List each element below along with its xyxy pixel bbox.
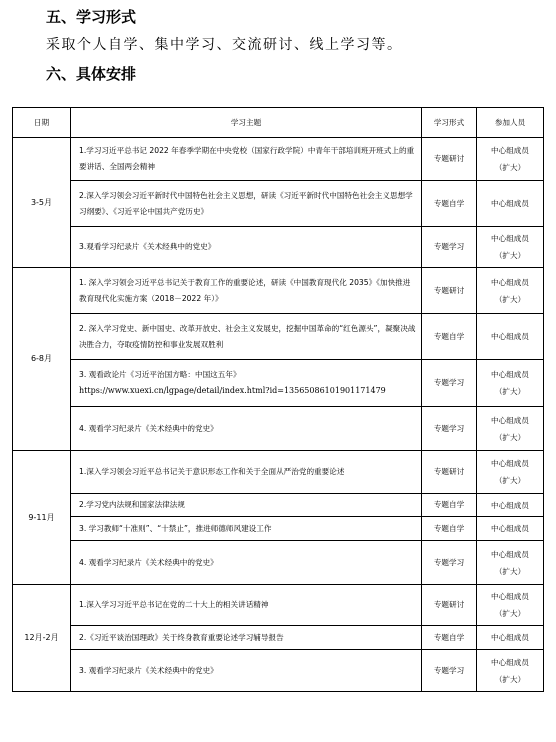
table-row (13, 138, 544, 181)
participants-cell (477, 407, 544, 451)
form-cell: 专题自学 (422, 494, 477, 517)
topic-cell (71, 407, 422, 451)
table-row (13, 585, 544, 626)
form-cell: 专题学习 (422, 360, 477, 407)
table-row (13, 626, 544, 650)
form-cell: 专题研讨 (422, 451, 477, 494)
participants-label: 中心组成员 (491, 549, 529, 559)
topic-text: 1.深入学习领会习近平总书记关于意识形态工作和关于全面从严治党的重要论述 (79, 467, 345, 476)
topic-text: 1. 深入学习领会习近平总书记关于教育工作的重要论述，研读《中国教育现代化 2035》《加快推进教育现代化实施方案（2018－2022 年）》 (79, 277, 411, 303)
participants-label: 中心组成员 (491, 370, 529, 379)
form-cell: 专题学习 (422, 541, 477, 585)
table-row (13, 407, 544, 451)
header-date: 日期 (13, 108, 71, 138)
participants-label: 中心组成员 (491, 146, 529, 155)
topic-text: 3. 观看学习纪录片《关术经典中的党史》 (79, 665, 218, 675)
date-cell: 6-8月 (13, 268, 71, 451)
table-row (13, 360, 544, 407)
participants-extended-label: （扩大） (494, 674, 526, 684)
form-cell: 专题研讨 (422, 585, 477, 626)
topic-cell (71, 541, 422, 585)
section-5-text: 采取个人自学、集中学习、交流研讨、线上学习等。 (46, 37, 403, 53)
form-cell: 专题研讨 (422, 268, 477, 314)
topic-text: 1.学习习近平总书记 2022 年春季学期在中央党校（国家行政学院）中青年干部培训班开班式上的重要讲话、全国两会精神 (79, 146, 415, 171)
participants-cell (477, 360, 544, 407)
date-cell: 3-5月 (13, 138, 71, 268)
header-form: 学习形式 (422, 108, 477, 138)
topic-cell (71, 626, 422, 650)
participants-extended-label: （扩大） (494, 566, 526, 576)
form-cell: 专题学习 (422, 650, 477, 692)
form-cell: 专题自学 (422, 517, 477, 541)
participants-extended-label: （扩大） (494, 609, 526, 618)
topic-cell (71, 181, 422, 227)
header-topic: 学习主题 (71, 108, 422, 138)
participants-label: 中心组成员 (491, 459, 529, 468)
topic-text: 1.深入学习习近平总书记在党的二十大上的相关讲话精神 (79, 600, 269, 609)
video-link[interactable]: https://www.xuexi.cn/lgpage/detail/index.html?id=13565086101901171479 (79, 386, 386, 395)
topic-text: 3. 观看政论片《习近平治国方略：中国这五年》 (79, 370, 241, 379)
schedule-table (12, 107, 544, 692)
topic-text: 4. 观看学习纪录片《关术经典中的党史》 (79, 423, 218, 433)
participants-cell (477, 314, 544, 360)
table-row (13, 517, 544, 541)
participants-label: 中心组成员 (491, 524, 529, 533)
participants-extended-label: （扩大） (494, 294, 526, 304)
form-cell: 专题学习 (422, 407, 477, 451)
header-participants: 参加人员 (477, 108, 544, 138)
section-5-title: 五、学习形式 (46, 8, 137, 26)
participants-label: 中心组成员 (491, 592, 529, 601)
table-row (13, 494, 544, 517)
participants-cell (477, 517, 544, 541)
topic-cell (71, 138, 422, 181)
topic-cell (71, 268, 422, 314)
participants-label: 中心组成员 (491, 500, 529, 510)
topic-text: 3.观看学习纪录片《关术经典中的党史》 (79, 242, 216, 251)
topic-text: 2.深入学习领会习近平新时代中国特色社会主义思想，研读《习近平新时代中国特色社会主义思想学习纲要》、《习近平论中国共产党历史》 (79, 190, 413, 216)
form-cell: 专题自学 (422, 181, 477, 227)
table-body (13, 138, 544, 692)
participants-cell (477, 650, 544, 692)
participants-cell (477, 268, 544, 314)
table-row (13, 650, 544, 692)
participants-cell (477, 626, 544, 650)
table-row (13, 314, 544, 360)
topic-text: 3. 学习教师“十准则”、“十禁止”，推进师德师风建设工作 (79, 523, 272, 533)
participants-cell (477, 181, 544, 227)
topic-cell (71, 585, 422, 626)
topic-text: 2. 深入学习党史、新中国史、改革开放史、社会主义发展史，挖掘中国革命的“红色源头”，凝聚决战决胜合力，夺取疫情防控和事业发展双胜利 (79, 323, 416, 349)
table-row (13, 181, 544, 227)
table-row (13, 541, 544, 585)
date-cell: 12月-2月 (13, 585, 71, 692)
topic-text: 4. 观看学习纪录片《关术经典中的党史》 (79, 557, 218, 567)
participants-cell (477, 585, 544, 626)
topic-text: 2.《习近平谈治国理政》关于终身教育重要论述学习辅导报告 (79, 632, 284, 642)
topic-text: 2.学习党内法规和国家法律法规 (79, 500, 185, 509)
participants-label: 中心组成员 (491, 657, 529, 667)
participants-label: 中心组成员 (491, 277, 529, 287)
participants-cell (477, 541, 544, 585)
participants-label: 中心组成员 (491, 332, 529, 341)
participants-cell (477, 451, 544, 494)
participants-cell (477, 138, 544, 181)
table-row (13, 268, 544, 314)
participants-label: 中心组成员 (491, 415, 529, 425)
participants-extended-label: （扩大） (494, 476, 526, 485)
topic-cell (71, 451, 422, 494)
participants-extended-label: （扩大） (494, 432, 526, 442)
form-cell: 专题研讨 (422, 138, 477, 181)
section-6-title: 六、具体安排 (46, 65, 137, 83)
topic-cell (71, 517, 422, 541)
participants-extended-label: （扩大） (494, 163, 526, 172)
participants-extended-label: （扩大） (494, 387, 526, 396)
participants-cell (477, 494, 544, 517)
topic-cell (71, 360, 422, 407)
participants-cell (477, 227, 544, 268)
participants-label: 中心组成员 (491, 234, 529, 243)
topic-cell (71, 650, 422, 692)
topic-cell (71, 494, 422, 517)
form-cell: 专题学习 (422, 227, 477, 268)
form-cell: 专题自学 (422, 626, 477, 650)
topic-cell (71, 314, 422, 360)
table-row (13, 227, 544, 268)
form-cell: 专题自学 (422, 314, 477, 360)
participants-extended-label: （扩大） (494, 251, 526, 260)
participants-label: 中心组成员 (491, 199, 529, 208)
date-cell: 9-11月 (13, 451, 71, 585)
table-header-row (13, 108, 544, 138)
table-row (13, 451, 544, 494)
topic-cell (71, 227, 422, 268)
participants-label: 中心组成员 (491, 633, 529, 642)
